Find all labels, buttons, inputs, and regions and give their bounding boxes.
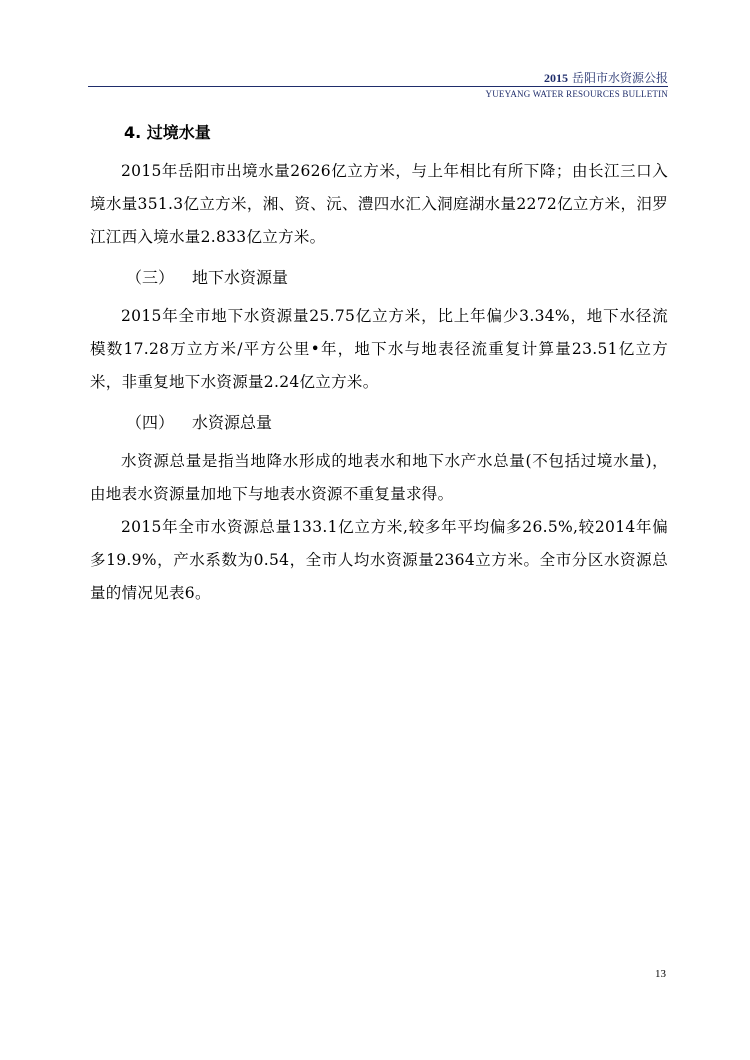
header-title: 岳阳市水资源公报 bbox=[571, 71, 668, 85]
page-body bbox=[90, 115, 668, 610]
heading-groundwater-number: （三） bbox=[126, 268, 175, 287]
paragraph-transit-water: 2015年岳阳市出境水量2626亿立方米，与上年相比有所下降；由长江三口入境水量351.3亿立方米，湘、资、沅、澧四水汇入洞庭湖水量2272亿立方米，汨罗江江西入境水量2.833亿立方米。 bbox=[90, 162, 668, 246]
header-title-line bbox=[88, 70, 668, 86]
heading-total-water bbox=[126, 409, 668, 437]
heading-transit-water: 4. 过境水量 bbox=[124, 123, 211, 142]
heading-groundwater-title: 地下水资源量 bbox=[192, 268, 289, 287]
header-year: 2015 bbox=[543, 71, 568, 85]
paragraph-total-2015: 2015年全市水资源总量133.1亿立方米,较多年平均偏多26.5%,较2014年偏多19.9%，产水系数为0.54，全市人均水资源量2364立方米。全市分区水资源总量的情况见表6。 bbox=[90, 518, 668, 602]
paragraph-groundwater: 2015年全市地下水资源量25.75亿立方米，比上年偏少3.34%，地下水径流模数17.28万立方米/平方公里•年，地下水与地表径流重复计算量23.51亿立方米，非重复地下水资源量2.24亿立方米。 bbox=[90, 307, 668, 391]
page-header bbox=[88, 70, 668, 101]
paragraph-total-definition: 水资源总量是指当地降水形成的地表水和地下水产水总量(不包括过境水量)，由地表水资源量加地下与地表水资源不重复量求得。 bbox=[90, 452, 668, 503]
header-subtitle: YUEYANG WATER RESOURCES BULLETIN bbox=[485, 89, 668, 99]
heading-total-water-number: （四） bbox=[126, 413, 175, 432]
heading-total-water-title: 水资源总量 bbox=[192, 413, 273, 432]
page-number: 13 bbox=[655, 968, 666, 980]
heading-groundwater bbox=[126, 264, 668, 292]
